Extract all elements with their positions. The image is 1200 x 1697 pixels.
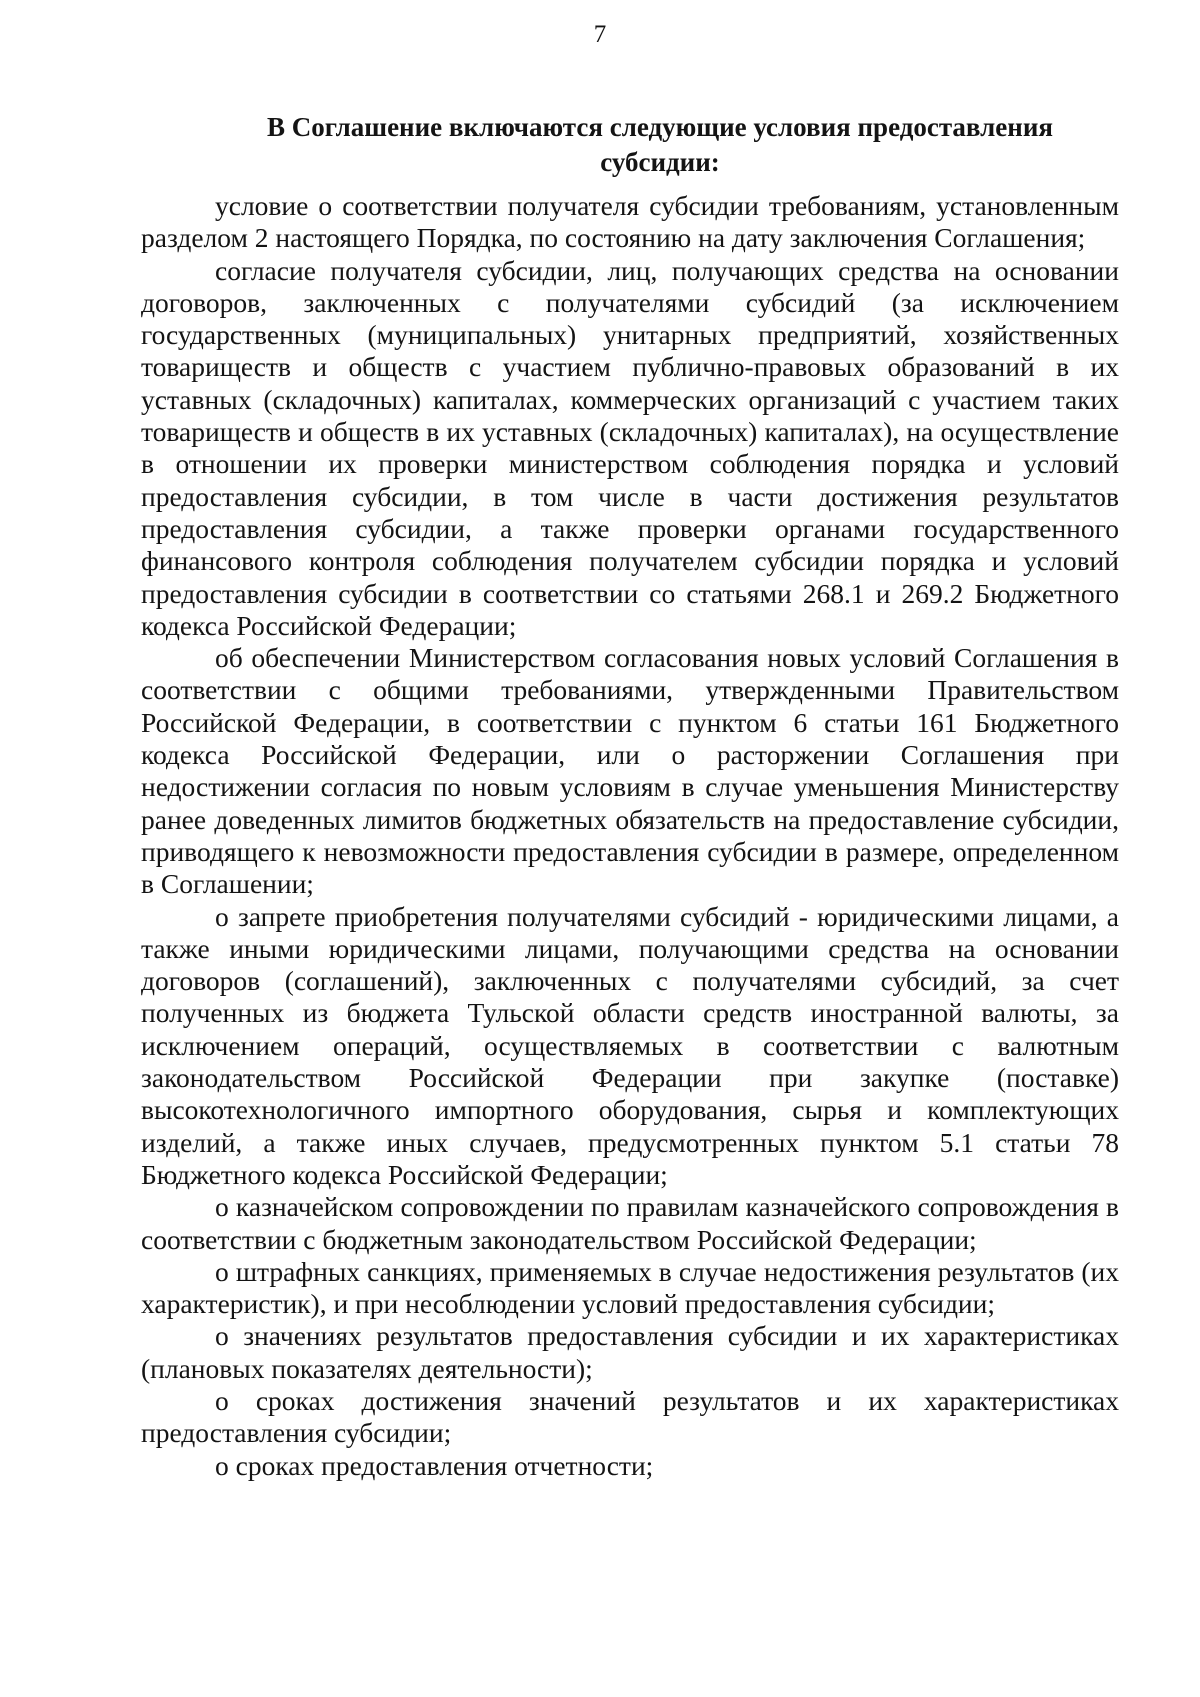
paragraph-new-conditions-approval: об обеспечении Министерством согласования новых условий Соглашения в соответствии с общими требованиями, утвержденными Правительством Российской Федерации, в соответствии с пунктом 6 статьи 161 Бюджетного кодекса Российской Федерации, или о расторжении Соглашения при недостижении согласия по новым условиям в случае уменьшения Министерству ранее доведенных лимитов бюджетных обязательств на предоставление субсидии, приводящего к невозможности предоставления субсидии в размере, определенном в Соглашении; [141, 642, 1119, 900]
paragraph-audit-consent: согласие получателя субсидии, лиц, получающих средства на основании договоров, заключенных с получателями субсидий (за исключением государственных (муниципальных) унитарных предприятий, хозяйственных товариществ и обществ с участием публично-правовых образований в их уставных (складочных) капиталах, коммерческих организаций с участием таких товариществ и обществ в их уставных (складочных) капиталах), на осуществление в отношении их проверки министерством соблюдения порядка и условий предоставления субсидии, в том числе в части достижения результатов предоставления субсидии, а также проверки органами государственного финансового контроля соблюдения получателем субсидии порядка и условий предоставления субсидии в соответствии со статьями 268.1 и 269.2 Бюджетного кодекса Российской Федерации; [141, 254, 1119, 641]
paragraph-treasury-support: о казначейском сопровождении по правилам казначейского сопровождения в соответствии с бюджетным законодательством Российской Федерации; [141, 1191, 1119, 1255]
paragraph-penalties: о штрафных санкциях, применяемых в случае недостижения результатов (их характеристик), и при несоблюдении условий предоставления субсидии; [141, 1255, 1119, 1320]
paragraph-reporting-deadlines: о сроках предоставления отчетности; [215, 1449, 654, 1481]
section-heading: В Соглашение включаются следующие условия предоставления субсидии: [266, 112, 1054, 177]
paragraph-eligibility-condition: условие о соответствии получателя субсидии требованиям, установленным разделом 2 настоящего Порядка, по состоянию на дату заключения Соглашения; [141, 190, 1119, 254]
paragraph-result-values: о значениях результатов предоставления субсидии и их характеристиках (плановых показателях деятельности); [141, 1320, 1119, 1384]
document-body [141, 190, 1119, 1482]
page-number: 7 [593, 21, 607, 48]
paragraph-foreign-currency-ban: о запрете приобретения получателями субсидий - юридическими лицами, а также иными юридическими лицами, получающими средства на основании договоров (соглашений), заключенных с получателями субсидий, за счет полученных из бюджета Тульской области средств иностранной валюты, за исключением операций, осуществляемых в соответствии с валютным законодательством Российской Федерации при закупке (поставке) высокотехнологичного импортного оборудования, сырья и комплектующих изделий, а также иных случаев, предусмотренных пунктом 5.1 статьи 78 Бюджетного кодекса Российской Федерации; [141, 900, 1119, 1190]
paragraph-achievement-deadlines: о сроках достижения значений результатов и их характеристиках предоставления субсидии; [141, 1384, 1119, 1449]
